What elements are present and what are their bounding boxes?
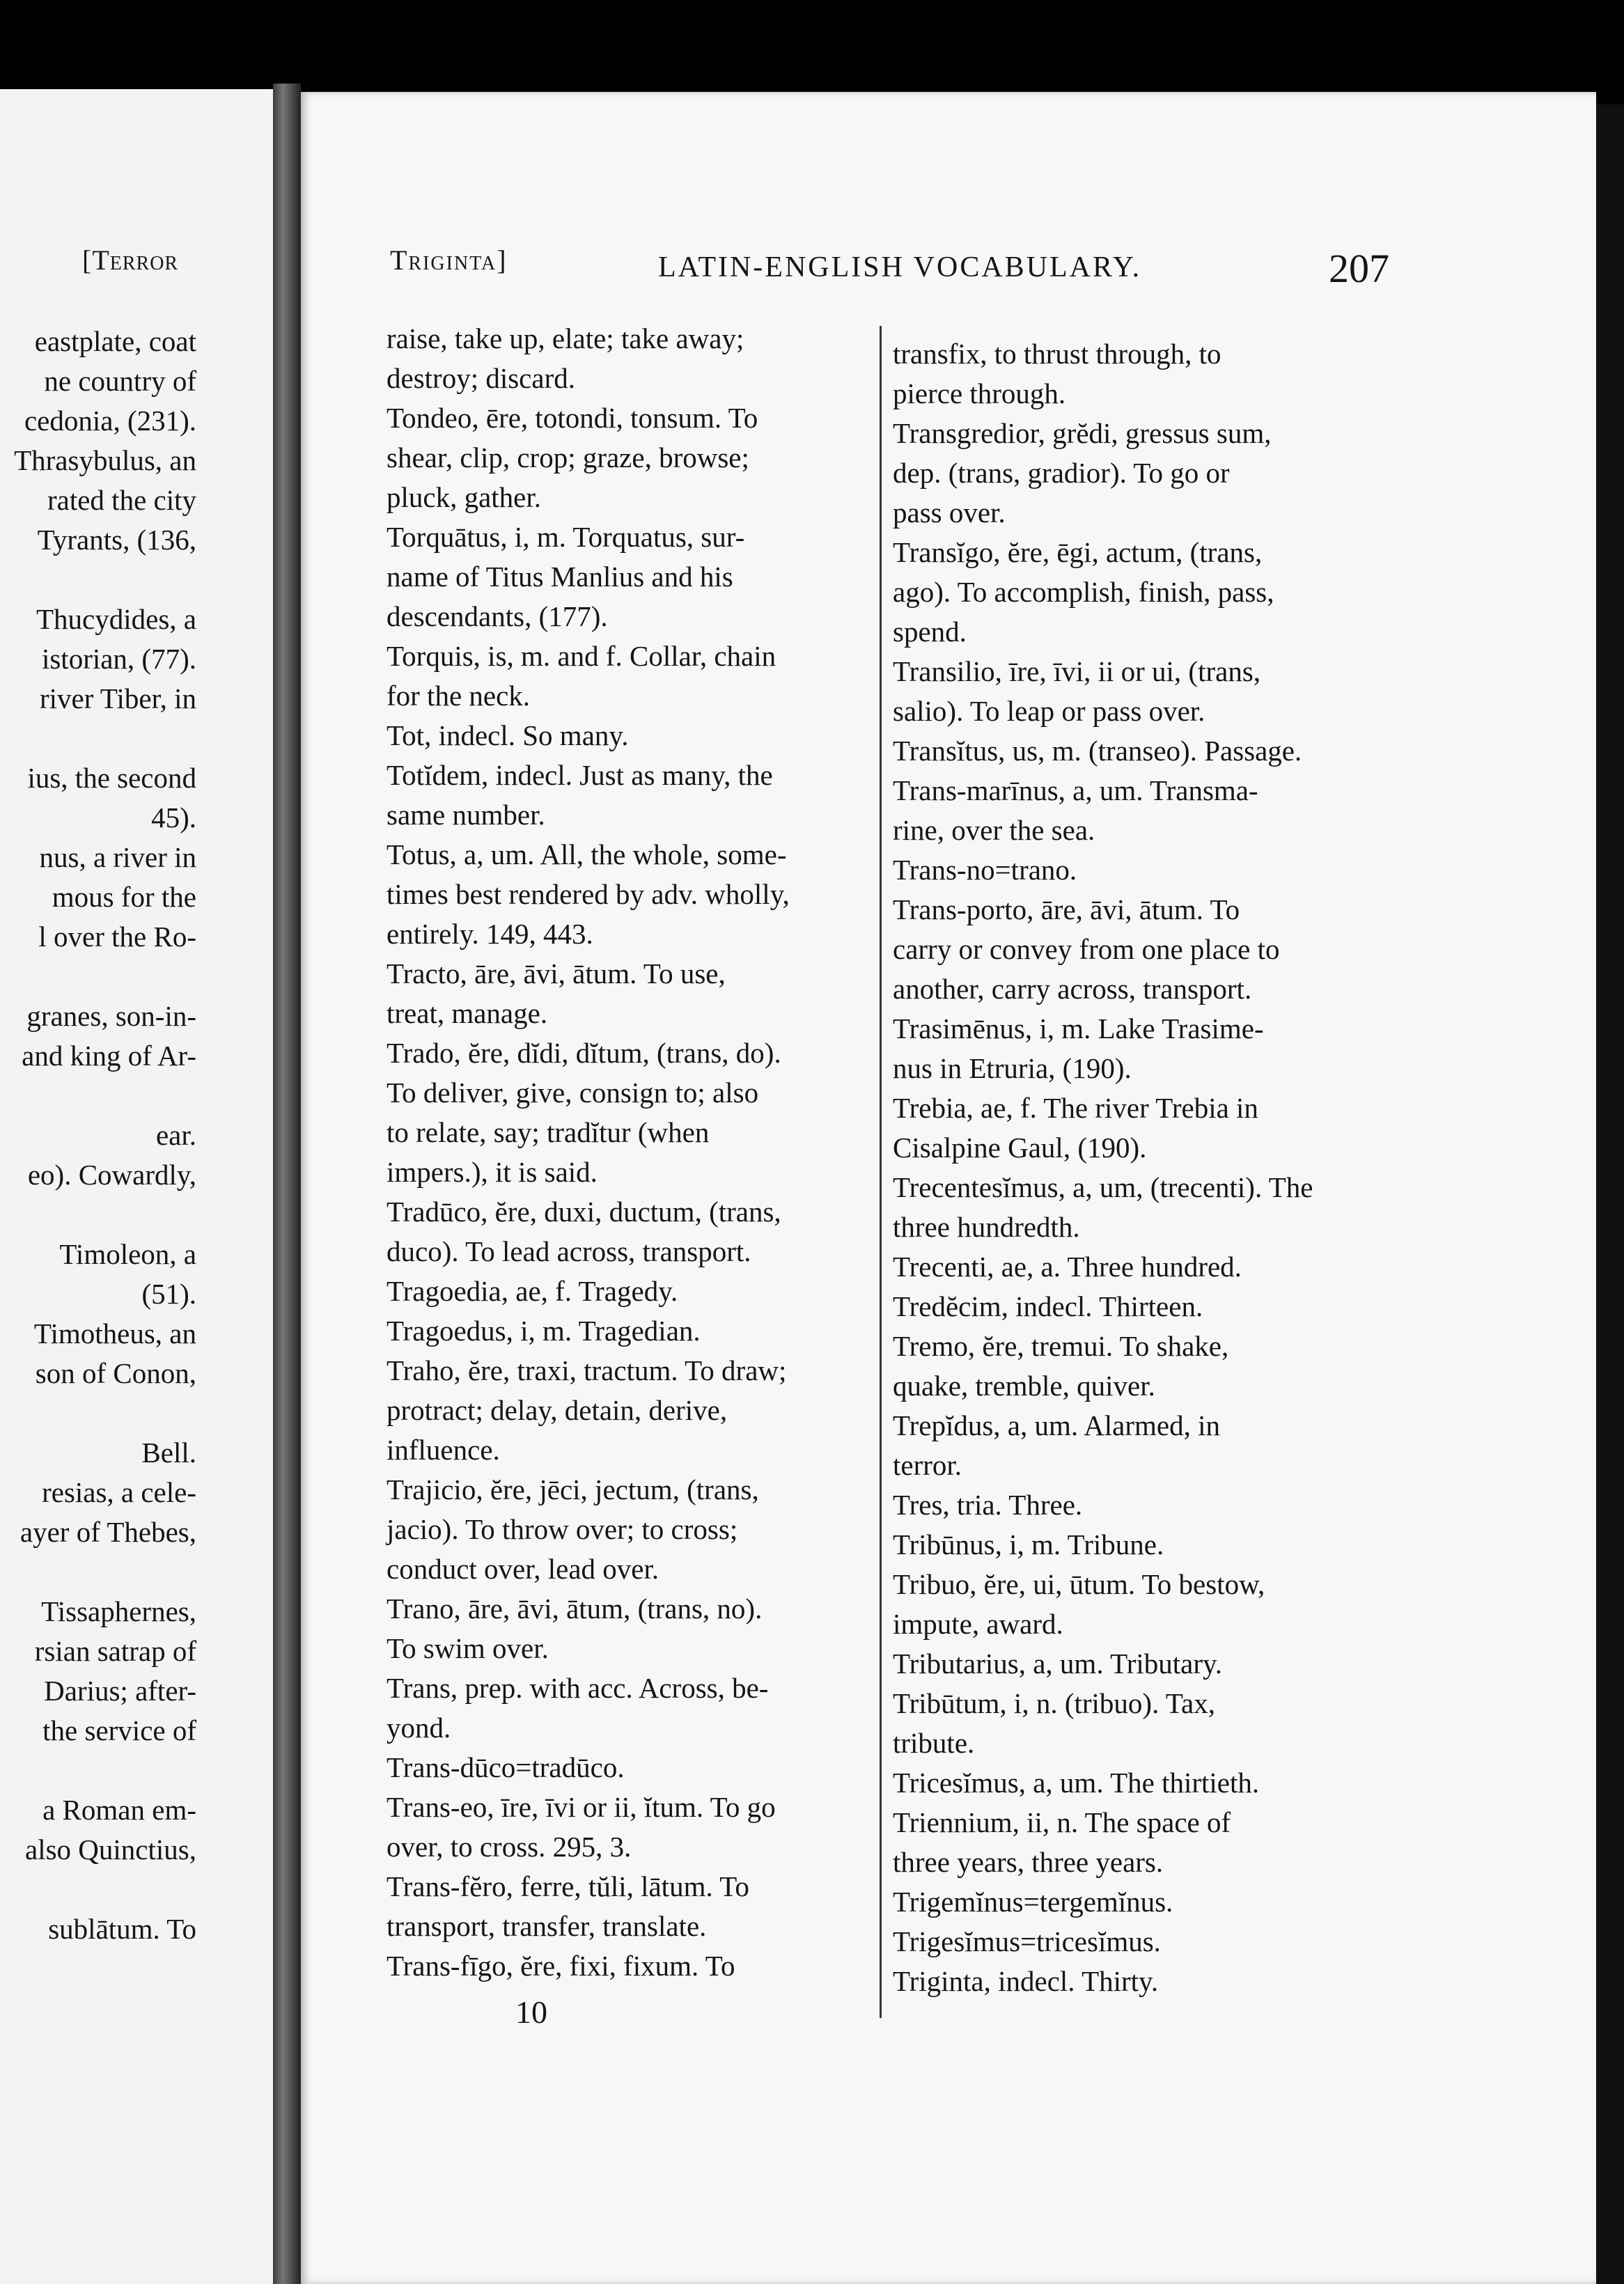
left-page-line: Darius; after- [44,1675,196,1707]
left-page-line: the service of [42,1714,196,1746]
left-page-line [0,1751,196,1790]
vocabulary-line: tribute. [893,1727,975,1759]
vocabulary-line: Trano, āre, āvi, ātum, (trans, no). [387,1593,763,1625]
left-page-line [0,1552,196,1592]
vocabulary-line: pluck, gather. [387,481,542,513]
left-page-line: eastplate, coat [34,325,196,357]
left-page-line: granes, son-in- [26,1000,196,1032]
vocabulary-line: To swim over. [387,1632,549,1664]
vocabulary-line: Tracto, āre, āvi, ātum. To use, [387,957,726,990]
vocabulary-line: Tot, indecl. So many. [387,719,629,751]
vocabulary-line: Tradūco, ĕre, duxi, ductum, (trans, [387,1196,781,1228]
vocabulary-line: Trans-eo, īre, īvi or ii, ĭtum. To go [387,1791,776,1823]
vocabulary-line: transport, transfer, translate. [387,1910,707,1942]
vocabulary-line: carry or convey from one place to [893,933,1280,965]
vocabulary-column-2 [893,334,1394,2001]
vocabulary-line: Trans-porto, āre, āvi, ātum. To [893,893,1240,925]
running-head-guide-word: Triginta] [390,244,508,276]
vocabulary-line: Transilio, īre, īvi, ii or ui, (trans, [893,655,1261,687]
left-page-line: istorian, (77). [41,643,196,675]
vocabulary-line: salio). To leap or pass over. [893,695,1205,727]
vocabulary-line: three hundredth. [893,1211,1080,1243]
left-page-line: also Quinctius, [25,1833,196,1865]
book-gutter [273,84,301,2284]
vocabulary-line: to relate, say; tradĭtur (when [387,1116,710,1148]
left-page-line: rsian satrap of [34,1635,196,1667]
left-page-line: 45). [151,801,196,834]
vocabulary-line: Tragoedus, i, m. Tragedian. [387,1315,701,1347]
vocabulary-line: dep. (trans, gradior). To go or [893,457,1230,489]
left-page-line [0,957,196,996]
vocabulary-line: To deliver, give, consign to; also [387,1077,759,1109]
vocabulary-line: raise, take up, elate; take away; [387,322,744,354]
vocabulary-line: Totĭdem, indecl. Just as many, the [387,759,773,791]
vocabulary-line: treat, manage. [387,997,548,1029]
vocabulary-line: jacio). To throw over; to cross; [387,1513,738,1545]
vocabulary-line: Tredĕcim, indecl. Thirteen. [893,1290,1203,1322]
vocabulary-line: shear, clip, crop; graze, browse; [387,441,749,474]
vocabulary-line: spend. [893,616,967,648]
vocabulary-line: Trepĭdus, a, um. Alarmed, in [893,1409,1220,1441]
left-page-line [0,1393,196,1433]
left-page-fragments [0,322,196,1949]
left-page-line: Tissaphernes, [41,1595,196,1627]
vocabulary-line: Trigesĭmus=tricesĭmus. [893,1925,1161,1957]
vocabulary-line: Tondeo, ēre, totondi, tonsum. To [387,402,758,434]
running-head-title: LATIN-ENGLISH VOCABULARY. [658,251,1142,283]
left-page-line: nus, a river in [39,841,196,873]
vocabulary-line: Trans-marīnus, a, um. Transma- [893,774,1258,806]
vocabulary-line: three years, three years. [893,1846,1164,1878]
vocabulary-line: Trans-no=trano. [893,854,1077,886]
vocabulary-line: Traho, ĕre, traxi, tractum. To draw; [387,1354,787,1386]
vocabulary-line: for the neck. [387,680,531,712]
left-page-line: and king of Ar- [22,1040,196,1072]
vocabulary-line: Trebia, ae, f. The river Trebia in [893,1092,1258,1124]
vocabulary-line: Tres, tria. Three. [893,1489,1083,1521]
vocabulary-line: name of Titus Manlius and his [387,561,733,593]
left-page-line: cedonia, (231). [24,405,196,437]
left-page-line: Timoleon, a [59,1238,196,1270]
left-page-line: ear. [155,1119,196,1151]
vocabulary-line: impers.), it is said. [387,1156,598,1188]
vocabulary-line: yond. [387,1712,451,1744]
column-rule [880,326,882,2018]
vocabulary-line: Triginta, indecl. Thirty. [893,1965,1159,1997]
vocabulary-line: influence. [387,1434,500,1466]
vocabulary-line: Trecenti, ae, a. Three hundred. [893,1251,1242,1283]
left-page-line [0,1195,196,1235]
vocabulary-line: Trado, ĕre, dĭdi, dĭtum, (trans, do). [387,1037,781,1069]
left-page-line: rated the city [47,484,196,516]
vocabulary-line: impute, award. [893,1608,1063,1640]
vocabulary-line: descendants, (177). [387,600,608,632]
vocabulary-line: Trajicio, ĕre, jēci, jectum, (trans, [387,1473,759,1505]
vocabulary-line: rine, over the sea. [893,814,1095,846]
signature-mark: 10 [515,1994,547,2030]
left-page-line [0,1870,196,1909]
vocabulary-column-1 [387,319,874,1986]
left-page-line: Timotheus, an [33,1317,196,1350]
vocabulary-line: pass over. [893,496,1006,529]
vocabulary-line: Trans, prep. with acc. Across, be- [387,1672,769,1704]
left-page-line [0,1076,196,1116]
vocabulary-line: Totus, a, um. All, the whole, some- [387,838,787,870]
vocabulary-line: conduct over, lead over. [387,1553,659,1585]
vocabulary-line: over, to cross. 295, 3. [387,1831,632,1863]
vocabulary-line: Tribūtum, i, n. (tribuo). Tax, [893,1687,1215,1719]
left-page-line: mous for the [52,881,196,913]
vocabulary-line: Tribūnus, i, m. Tribune. [893,1528,1164,1561]
vocabulary-line: Trasimēnus, i, m. Lake Trasime- [893,1012,1264,1045]
vocabulary-line: Cisalpine Gaul, (190). [893,1132,1147,1164]
vocabulary-line: pierce through. [893,377,1066,409]
vocabulary-line: ago). To accomplish, finish, pass, [893,576,1274,608]
left-page-line: ne country of [44,365,196,397]
vocabulary-line: Tributarius, a, um. Tributary. [893,1648,1223,1680]
page-edge [1596,104,1624,2284]
left-page-line: resias, a cele- [42,1476,196,1508]
vocabulary-line: Torquis, is, m. and f. Collar, chain [387,640,776,672]
vocabulary-line: Tremo, ĕre, tremui. To shake, [893,1330,1229,1362]
vocabulary-line: Trans-fīgo, ĕre, fixi, fixum. To [387,1950,735,1982]
left-page-line: Tyrants, (136, [37,524,196,556]
left-page-line: ius, the second [27,762,196,794]
vocabulary-line: Triennium, ii, n. The space of [893,1806,1231,1838]
left-page-line: (51). [141,1278,196,1310]
vocabulary-line: times best rendered by adv. wholly, [387,878,790,910]
vocabulary-line: transfix, to thrust through, to [893,338,1221,370]
vocabulary-line: Trigemĭnus=tergemĭnus. [893,1886,1173,1918]
vocabulary-line: Transĭtus, us, m. (transeo). Passage. [893,735,1302,767]
vocabulary-line: terror. [893,1449,962,1481]
vocabulary-line: Trecentesĭmus, a, um, (trecenti). The [893,1171,1313,1203]
vocabulary-line: duco). To lead across, transport. [387,1235,751,1267]
left-page-line: ayer of Thebes, [19,1516,196,1548]
left-page-line: a Roman em- [42,1794,196,1826]
left-page-line: eo). Cowardly, [27,1159,196,1191]
left-page-line: l over the Ro- [38,921,196,953]
left-page-line: Thucydides, a [36,603,196,635]
left-page-line: sublātum. To [48,1913,196,1945]
vocabulary-line: nus in Etruria, (190). [893,1052,1132,1084]
left-running-head: [Terror [82,244,179,276]
left-page-line [0,719,196,758]
vocabulary-line: same number. [387,799,545,831]
vocabulary-line: Transĭgo, ĕre, ēgi, actum, (trans, [893,536,1263,568]
vocabulary-line: destroy; discard. [387,362,575,394]
vocabulary-line: Tragoedia, ae, f. Tragedy. [387,1275,678,1307]
vocabulary-line: Tribuo, ĕre, ui, ūtum. To bestow, [893,1568,1265,1600]
left-page-line: son of Conon, [35,1357,196,1389]
page-number: 207 [1329,246,1389,291]
vocabulary-line: protract; delay, detain, derive, [387,1394,728,1426]
vocabulary-line: Transgredior, grĕdi, gressus sum, [893,417,1272,449]
vocabulary-line: quake, tremble, quiver. [893,1370,1155,1402]
left-page-line: Thrasybulus, an [14,444,196,476]
vocabulary-line: Tricesĭmus, a, um. The thirtieth. [893,1767,1260,1799]
left-page-line [0,560,196,600]
left-page-line: Bell. [141,1437,196,1469]
left-page-line: river Tiber, in [40,682,196,714]
vocabulary-line: another, carry across, transport. [893,973,1252,1005]
vocabulary-line: Torquātus, i, m. Torquatus, sur- [387,521,745,553]
vocabulary-line: Trans-fĕro, ferre, tŭli, lātum. To [387,1870,749,1902]
vocabulary-line: Trans-dūco=tradūco. [387,1751,625,1783]
vocabulary-line: entirely. 149, 443. [387,918,593,950]
